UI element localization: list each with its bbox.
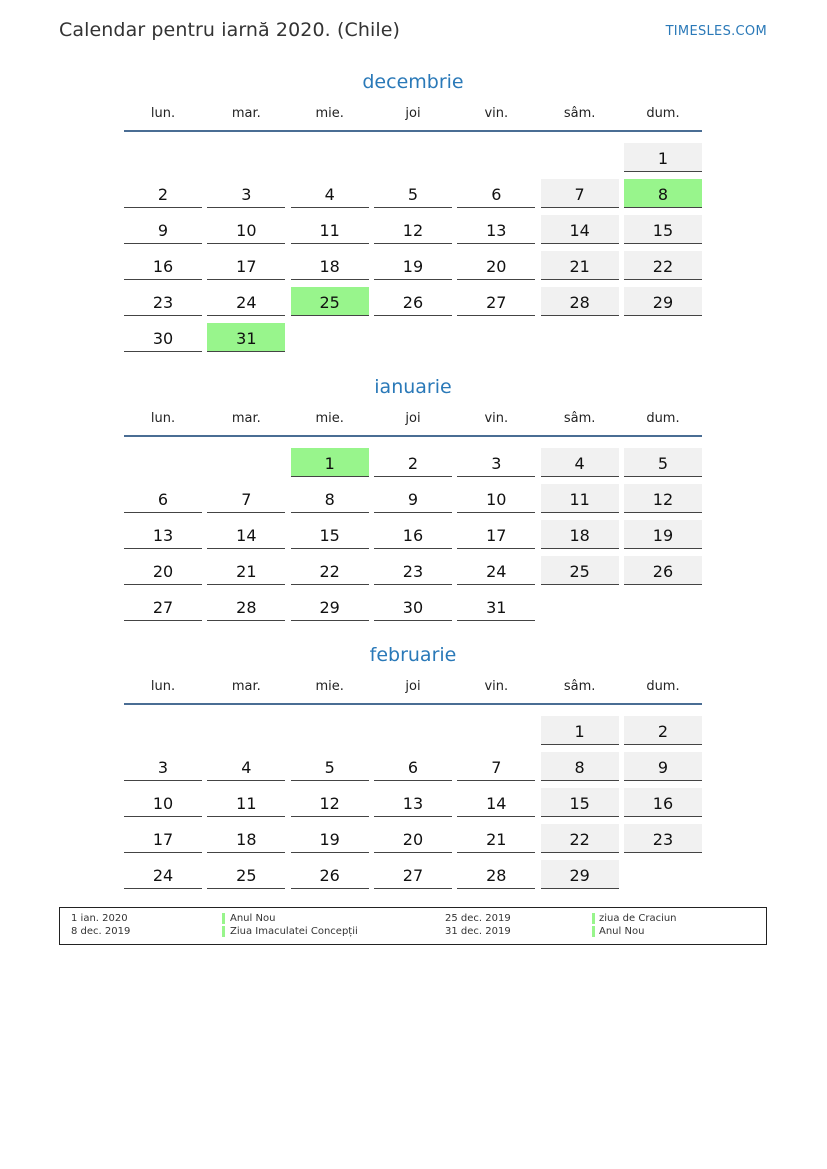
weekday-label: mar. (231, 679, 261, 694)
day-cell: 28 (457, 860, 535, 889)
weekday-header (124, 679, 702, 705)
page-title: Calendar pentru iarnă 2020. (Chile) (59, 19, 401, 41)
day-cell: 23 (124, 287, 202, 316)
day-cell: 5 (291, 752, 369, 781)
day-cell: 19 (374, 251, 452, 280)
day-cell: 10 (457, 484, 535, 513)
holiday-marker-icon (592, 913, 595, 924)
day-cell: 10 (207, 215, 285, 244)
holiday-marker-icon (592, 926, 595, 937)
day-cell: 24 (207, 287, 285, 316)
day-cell: 11 (207, 788, 285, 817)
day-cell: 2 (124, 179, 202, 208)
day-cell: 20 (124, 556, 202, 585)
day-cell: 8 (541, 752, 619, 781)
day-cell: 24 (457, 556, 535, 585)
empty-cell (541, 143, 619, 172)
day-cell: 26 (291, 860, 369, 889)
weekday-label: joi (405, 411, 421, 426)
day-cell: 29 (291, 592, 369, 621)
weekday-label: dum. (646, 106, 680, 121)
weekday-label: dum. (646, 679, 680, 694)
legend-date: 31 dec. 2019 (445, 926, 511, 937)
day-cell: 25 (541, 556, 619, 585)
empty-cell (457, 143, 535, 172)
day-cell: 18 (541, 520, 619, 549)
day-cell: 1 (624, 143, 702, 172)
holiday-day-cell: 31 (207, 323, 285, 352)
empty-cell (207, 143, 285, 172)
day-cell: 6 (374, 752, 452, 781)
weekday-label: vin. (484, 679, 509, 694)
empty-cell (207, 716, 285, 745)
weekday-label: lun. (150, 106, 176, 121)
day-cell: 17 (124, 824, 202, 853)
day-cell: 4 (541, 448, 619, 477)
day-cell: 29 (541, 860, 619, 889)
day-cell: 14 (541, 215, 619, 244)
weekday-label: lun. (150, 679, 176, 694)
day-cell: 14 (457, 788, 535, 817)
day-cell: 27 (457, 287, 535, 316)
day-cell: 7 (207, 484, 285, 513)
empty-cell (374, 716, 452, 745)
day-cell: 18 (291, 251, 369, 280)
weekday-label: sâm. (563, 106, 596, 121)
day-cell: 6 (457, 179, 535, 208)
day-cell: 22 (291, 556, 369, 585)
month-name: februarie (369, 644, 457, 666)
holiday-day-cell: 25 (291, 287, 369, 316)
day-cell: 9 (624, 752, 702, 781)
day-cell: 13 (374, 788, 452, 817)
day-cell: 3 (207, 179, 285, 208)
day-cell: 24 (124, 860, 202, 889)
day-cell: 9 (374, 484, 452, 513)
empty-cell (457, 716, 535, 745)
day-cell: 28 (541, 287, 619, 316)
day-cell: 12 (374, 215, 452, 244)
day-cell: 14 (207, 520, 285, 549)
empty-cell (124, 716, 202, 745)
weekday-header (124, 106, 702, 132)
day-cell: 17 (207, 251, 285, 280)
brand-link[interactable]: TIMESLES.COM (665, 24, 767, 39)
legend-holiday-name: ziua de Craciun (599, 913, 677, 924)
month-name: decembrie (362, 71, 464, 93)
day-cell: 30 (124, 323, 202, 352)
day-cell: 22 (541, 824, 619, 853)
holiday-day-cell: 1 (291, 448, 369, 477)
day-cell: 20 (374, 824, 452, 853)
day-cell: 20 (457, 251, 535, 280)
weekday-label: sâm. (563, 679, 596, 694)
day-cell: 9 (124, 215, 202, 244)
day-cell: 27 (124, 592, 202, 621)
day-cell: 3 (124, 752, 202, 781)
day-cell: 21 (457, 824, 535, 853)
day-cell: 16 (374, 520, 452, 549)
day-cell: 3 (457, 448, 535, 477)
day-cell: 23 (374, 556, 452, 585)
day-cell: 26 (624, 556, 702, 585)
day-cell: 19 (624, 520, 702, 549)
weekday-label: joi (405, 106, 421, 121)
day-cell: 28 (207, 592, 285, 621)
weekday-header (124, 411, 702, 437)
day-cell: 16 (624, 788, 702, 817)
holiday-day-cell: 8 (624, 179, 702, 208)
day-cell: 2 (624, 716, 702, 745)
day-cell: 10 (124, 788, 202, 817)
day-cell: 13 (124, 520, 202, 549)
day-cell: 13 (457, 215, 535, 244)
weekday-label: sâm. (563, 411, 596, 426)
legend-date: 8 dec. 2019 (71, 926, 131, 937)
day-cell: 11 (291, 215, 369, 244)
day-cell: 5 (624, 448, 702, 477)
month-january (124, 376, 702, 621)
day-grid (124, 441, 702, 621)
weekday-label: mie. (315, 679, 344, 694)
day-cell: 1 (541, 716, 619, 745)
legend-holiday-name: Ziua Imaculatei Concepții (230, 926, 358, 937)
weekday-label: mar. (231, 411, 261, 426)
legend-holiday-name: Anul Nou (599, 926, 645, 937)
day-cell: 17 (457, 520, 535, 549)
weekday-label: mie. (315, 411, 344, 426)
legend-row (60, 926, 766, 939)
day-cell: 8 (291, 484, 369, 513)
day-cell: 12 (624, 484, 702, 513)
day-cell: 23 (624, 824, 702, 853)
day-cell: 31 (457, 592, 535, 621)
weekday-label: joi (405, 679, 421, 694)
weekday-label: dum. (646, 411, 680, 426)
weekday-label: mar. (231, 106, 261, 121)
day-cell: 22 (624, 251, 702, 280)
legend-row (60, 913, 766, 926)
day-cell: 21 (207, 556, 285, 585)
legend-date: 25 dec. 2019 (445, 913, 511, 924)
day-cell: 15 (541, 788, 619, 817)
legend-date: 1 ian. 2020 (71, 913, 128, 924)
empty-cell (124, 143, 202, 172)
day-cell: 7 (541, 179, 619, 208)
empty-cell (207, 448, 285, 477)
day-cell: 26 (374, 287, 452, 316)
day-cell: 25 (207, 860, 285, 889)
month-february (124, 644, 702, 889)
day-cell: 21 (541, 251, 619, 280)
day-cell: 7 (457, 752, 535, 781)
day-cell: 2 (374, 448, 452, 477)
day-cell: 27 (374, 860, 452, 889)
weekday-label: vin. (484, 411, 509, 426)
day-cell: 15 (624, 215, 702, 244)
weekday-label: mie. (315, 106, 344, 121)
weekday-label: lun. (150, 411, 176, 426)
holiday-marker-icon (222, 913, 225, 924)
day-cell: 30 (374, 592, 452, 621)
day-cell: 12 (291, 788, 369, 817)
day-cell: 11 (541, 484, 619, 513)
empty-cell (291, 143, 369, 172)
legend-holiday-name: Anul Nou (230, 913, 276, 924)
day-cell: 5 (374, 179, 452, 208)
day-cell: 4 (291, 179, 369, 208)
month-december (124, 71, 702, 352)
day-cell: 18 (207, 824, 285, 853)
weekday-label: vin. (484, 106, 509, 121)
day-cell: 4 (207, 752, 285, 781)
empty-cell (374, 143, 452, 172)
day-grid (124, 136, 702, 352)
day-cell: 29 (624, 287, 702, 316)
day-cell: 15 (291, 520, 369, 549)
holiday-marker-icon (222, 926, 225, 937)
day-cell: 19 (291, 824, 369, 853)
holiday-legend (59, 907, 767, 945)
day-cell: 16 (124, 251, 202, 280)
empty-cell (124, 448, 202, 477)
day-cell: 6 (124, 484, 202, 513)
empty-cell (291, 716, 369, 745)
month-name: ianuarie (374, 376, 452, 398)
day-grid (124, 709, 702, 889)
